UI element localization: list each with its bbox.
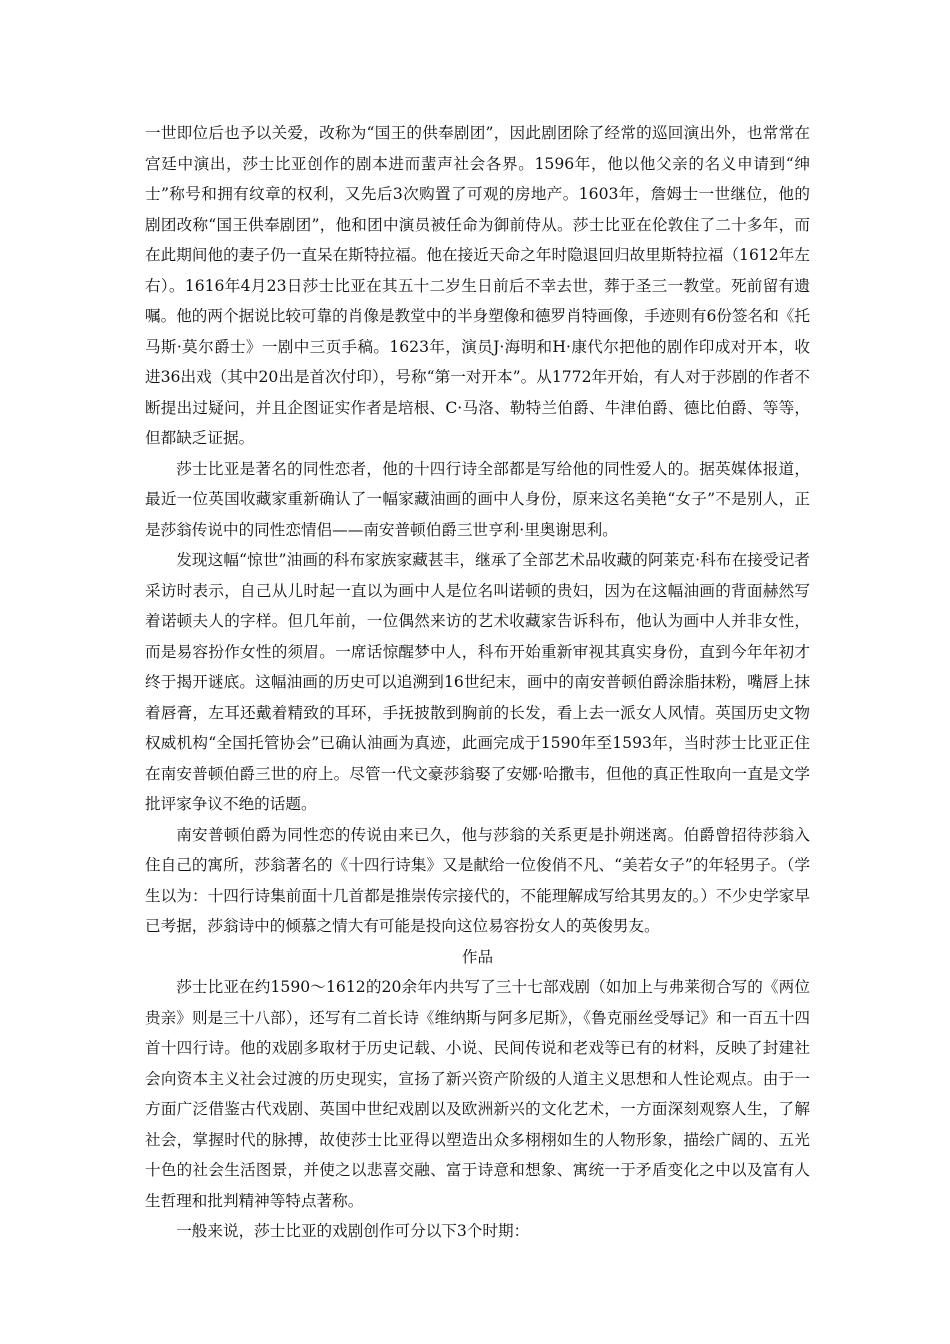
document-body [145, 118, 810, 1247]
paragraph-periods-intro: 一般来说，莎士比亚的戏剧创作可分以下3个时期： [176, 1222, 530, 1240]
paragraph-biography-continued: 一世即位后也予以关爱，改称为“国王的供奉剧团”，因此剧团除了经常的巡回演出外，也常常在宫廷中演出，莎士比亚创作的剧本进而蜚声社会各界。1596年，他以他父亲的名义申请到“绅士”称号和拥有纹章的权利，又先后3次购置了可观的房地产。1603年，詹姆士一世继位，他的剧团改称“国王供奉剧团”，他和团中演员被任命为御前侍从。莎士比亚在伦敦住了二十多年，而在此期间他的妻子仍一直呆在斯特拉福。他在接近天命之年时隐退回归故里斯特拉福（1612年左右）。1616年4月23日莎士比亚在其五十二岁生日前后不幸去世，葬于圣三一教堂。死前留有遗嘱。他的两个据说比较可靠的肖像是教堂中的半身塑像和德罗肖特画像，手迹则有6份签名和《托马斯·莫尔爵士》一剧中三页手稿。1623年，演员J·海明和H·康代尔把他的剧作印成对开本，收进36出戏（其中20出是首次付印），号称“第一对开本”。从1772年开始，有人对于莎剧的作者不断提出过疑问，并且企图证实作者是培根、C·马洛、勒特兰伯爵、牛津伯爵、德比伯爵、等等，但都缺乏证据。 [145, 124, 810, 447]
paragraph-works-overview: 莎士比亚在约1590～1612的20余年内共写了三十七部戏剧（如加上与弗莱彻合写的《两位贵亲》则是三十八部），还写有二首长诗《维纳斯与阿多尼斯》，《鲁克丽丝受辱记》和一百五十四首十四行诗。他的戏剧多取材于历史记载、小说、民间传说和老戏等已有的材料，反映了封建社会向资本主义社会过渡的历史现实，宣扬了新兴资产阶级的人道主义思想和人性论观点。由于一方面广泛借鉴古代戏剧、英国中世纪戏剧以及欧洲新兴的文化艺术，一方面深刻观察人生，了解社会，掌握时代的脉搏，故使莎士比亚得以塑造出众多栩栩如生的人物形象，描绘广阔的、五光十色的社会生活图景，并使之以悲喜交融、富于诗意和想象、寓统一于矛盾变化之中以及富有人生哲理和批判精神等特点著称。 [145, 978, 810, 1210]
section-heading-works: 作品 [461, 947, 494, 966]
paragraph-southampton: 南安普顿伯爵为同性恋的传说由来已久，他与莎翁的关系更是扑朔迷离。伯爵曾招待莎翁入住自己的寓所，莎翁著名的《十四行诗集》又是献给一位俊俏不凡、“美若女子”的年轻男子。（学生以为：十四行诗集前面十几首都是推崇传宗接代的，不能理解成写给其男友的。）不少史学家早已考据，莎翁诗中的倾慕之情大有可能是投向这位易容扮女人的英俊男友。 [145, 825, 810, 935]
paragraph-sexuality: 莎士比亚是著名的同性恋者，他的十四行诗全部都是写给他的同性爱人的。据英媒体报道，最近一位英国收藏家重新确认了一幅家藏油画的画中人身份，原来这名美艳“女子”不是别人，正是莎翁传说中的同性恋情侣——南安普顿伯爵三世亨利·里奥谢思利。 [145, 459, 810, 539]
paragraph-painting-discovery: 发现这幅“惊世”油画的科布家族家藏甚丰，继承了全部艺术品收藏的阿莱克·科布在接受记者采访时表示，自己从儿时起一直以为画中人是位名叫诺顿的贵妇，因为在这幅油画的背面赫然写着诺顿夫人的字样。但几年前，一位偶然来访的艺术收藏家告诉科布，他认为画中人并非女性，而是易容扮作女性的须眉。一席话惊醒梦中人，科布开始重新审视其真实身份，直到今年年初才终于揭开谜底。这幅油画的历史可以追溯到16世纪末，画中的南安普顿伯爵涂脂抹粉，嘴唇上抹着唇膏，左耳还戴着精致的耳环，手抚披散到胸前的长发，看上去一派女人风情。英国历史文物权威机构“全国托管协会”已确认油画为真迹，此画完成于1590年至1593年，当时莎士比亚正住在南安普顿伯爵三世的府上。尽管一代文豪莎翁娶了安娜·哈撒韦，但他的真正性取向一直是文学批评家争议不绝的话题。 [145, 551, 810, 813]
